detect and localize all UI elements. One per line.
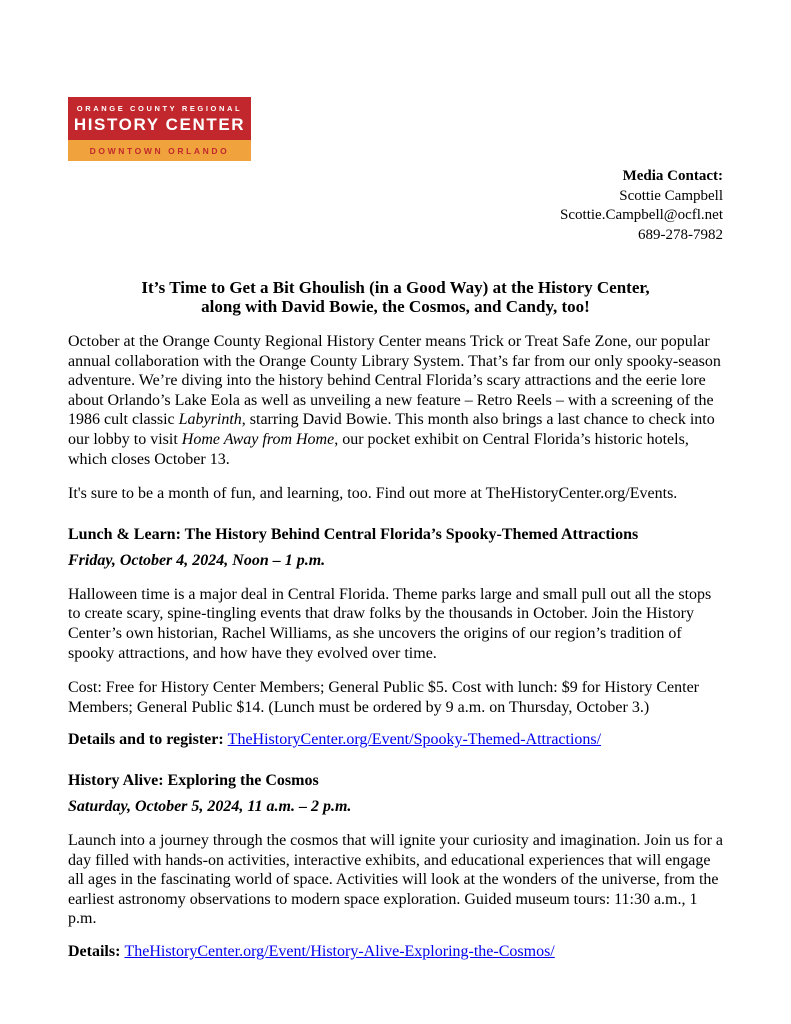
details-label: Details:: [68, 942, 125, 960]
intro-paragraph: October at the Orange County Regional History Center means Trick or Treat Safe Zone, our popular annual collaboration with the Orange County Library System. That’s far from our only spooky-season adventure. We’re diving into the history behind Central Florida’s scary attractions and the eerie lore about Orlando’s Lake Eola as well as unveiling a new feature – Retro Reels – with a screening of the 1986 cult classic Labyrinth, starring David Bowie. This month also brings a last chance to check into our lobby to visit Home Away from Home, our pocket exhibit on Central Florida’s historic hotels, which closes October 13.: [68, 333, 721, 468]
media-contact-label: Media Contact:: [622, 168, 723, 184]
details-label: Details and to register:: [68, 731, 228, 749]
title-line-2: along with David Bowie, the Cosmos, and Candy, too!: [201, 297, 590, 316]
event-description: Launch into a journey through the cosmos that will ignite your curiosity and imagination. Join us for a day filled with hands-on activities, interactive exhibits, and educational experiences that will engage all ages in the fascinating world of space. Activities will look at the wonders of the universe, from the earliest astronomy observations to modern space exploration. Guided museum tours: 11:30 a.m., 1 p.m.: [68, 831, 723, 928]
media-contact-name: Scottie Campbell: [619, 187, 723, 204]
event-section-spooky-attractions: [68, 525, 723, 750]
logo-text-orange-county-regional: ORANGE COUNTY REGIONAL: [76, 104, 243, 113]
page-header: [68, 97, 723, 245]
logo-red-block: [68, 97, 251, 140]
event-link-spooky-attractions[interactable]: TheHistoryCenter.org/Event/Spooky-Themed-Attractions/: [227, 731, 602, 749]
logo-text-history-center: HISTORY CENTER: [73, 115, 246, 134]
history-center-logo: [68, 97, 251, 161]
press-release-title: [68, 278, 723, 316]
title-line-1: It’s Time to Get a Bit Ghoulish (in a Good Way) at the History Center,: [141, 278, 650, 297]
event-description: Halloween time is a major deal in Central Florida. Theme parks large and small pull out all the stops to create scary, spine-tingling events that draw folks by the thousands in October. Join the History Center’s own historian, Rachel Williams, as she uncovers the origins of our region’s tradition of spooky attractions, and how have they evolved over time.: [68, 585, 712, 662]
event-link-exploring-cosmos[interactable]: TheHistoryCenter.org/Event/History-Alive-Exploring-the-Cosmos/: [124, 942, 555, 960]
event-section-exploring-cosmos: [68, 771, 723, 962]
event-datetime: Saturday, October 5, 2024, 11 a.m. – 2 p.m.: [68, 797, 352, 815]
media-contact-phone: 689-278-7982: [638, 226, 723, 243]
logo-text-downtown-orlando: DOWNTOWN ORLANDO: [68, 140, 251, 161]
event-details-line: [68, 942, 723, 962]
more-info-paragraph: It's sure to be a month of fun, and learning, too. Find out more at TheHistoryCenter.org/Events.: [68, 485, 678, 503]
event-cost: Cost: Free for History Center Members; General Public $5. Cost with lunch: $9 for History Center Members; General Public $14. (Lunch must be ordered by 9 a.m. on Thursday, October 3.): [68, 679, 700, 716]
event-datetime: Friday, October 4, 2024, Noon – 1 p.m.: [68, 551, 326, 569]
event-details-line: [68, 730, 723, 750]
media-contact-email: Scottie.Campbell@ocfl.net: [560, 207, 723, 223]
event-heading: Lunch & Learn: The History Behind Central Florida’s Spooky-Themed Attractions: [68, 525, 639, 543]
media-contact-block: [68, 167, 723, 245]
event-heading: History Alive: Exploring the Cosmos: [68, 771, 319, 789]
